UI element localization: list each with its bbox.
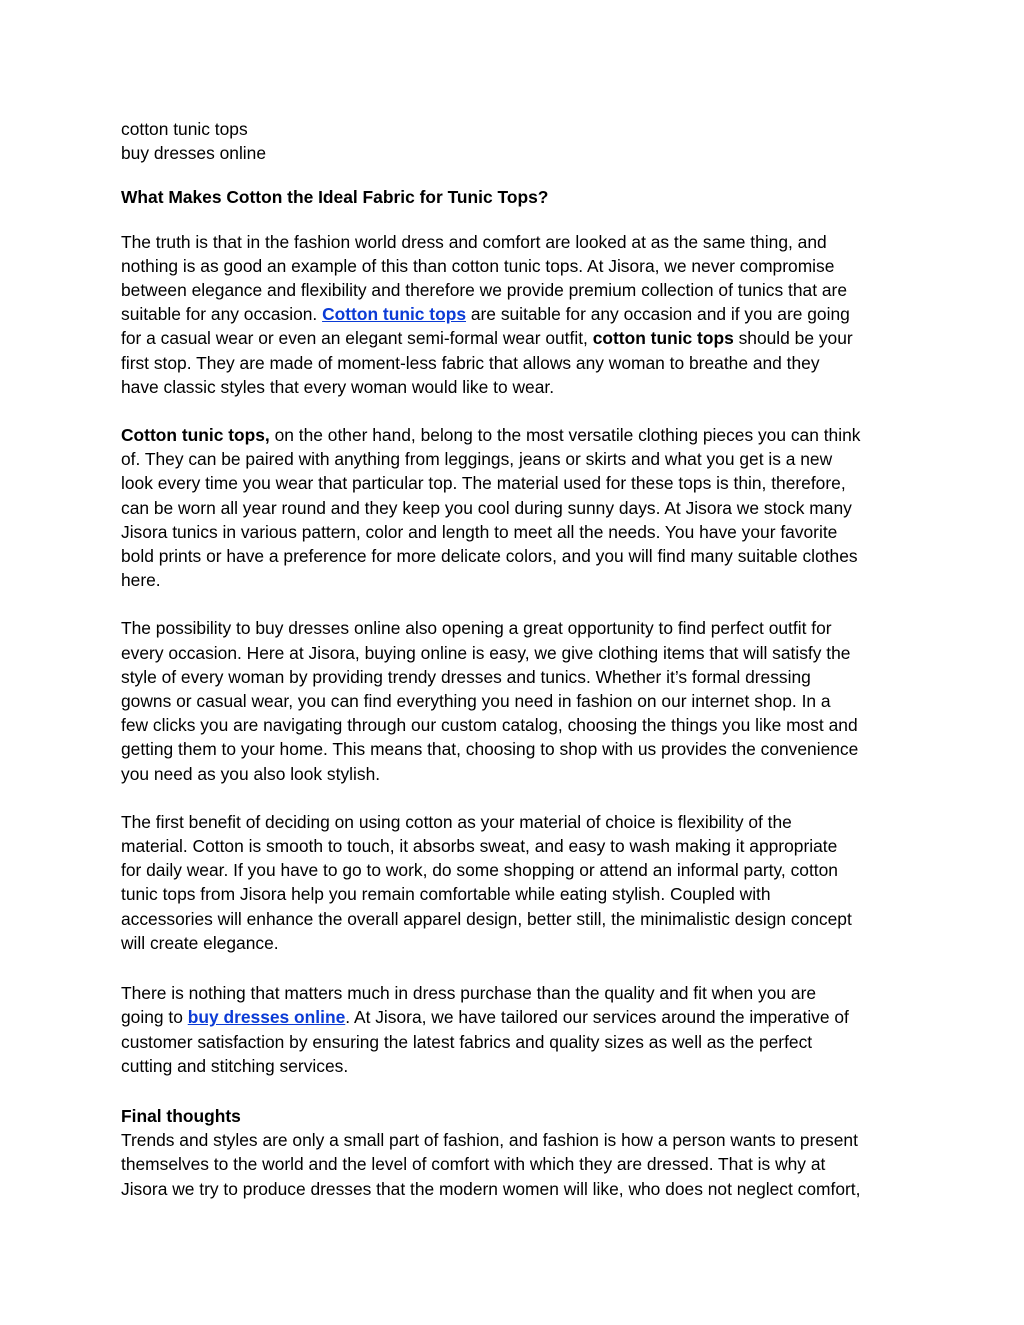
paragraph-5	[121, 981, 911, 1078]
text-line	[121, 1005, 911, 1029]
text-span: . At Jisora, we have tailored our services around the imperative of	[345, 1007, 849, 1028]
text-line: few clicks you are navigating through our custom catalog, choosing the things you like most and	[121, 715, 858, 736]
text-line: tunic tops from Jisora help you remain comfortable while eating stylish. Coupled with	[121, 884, 771, 905]
text-line: Jisora tunics in various pattern, color and length to meet all the needs. You have your favorite	[121, 521, 838, 542]
section-heading: What Makes Cotton the Ideal Fabric for Tunic Tops?	[121, 187, 549, 208]
text-line: customer satisfaction by ensuring the latest fabrics and quality sizes as well as the perfect	[121, 1031, 813, 1052]
final-thoughts-heading: Final thoughts	[121, 1105, 241, 1126]
text-span: should be your	[733, 328, 853, 349]
text-line: bold prints or have a preference for more delicate colors, and you will find many suitable clothes	[121, 546, 858, 567]
text-line: The truth is that in the fashion world dress and comfort are looked at as the same thing, and	[121, 231, 827, 252]
text-line: material. Cotton is smooth to touch, it absorbs sweat, and easy to wash making it appropriate	[121, 836, 838, 857]
text-line: will create elegance.	[121, 932, 279, 953]
text-line: of. They can be paired with anything from leggings, jeans or skirts and what you get is a new	[121, 449, 833, 470]
bold-keyword: cotton tunic tops	[592, 328, 734, 349]
text-line: gowns or casual wear, you can find everything you need in fashion on our internet shop. In a	[121, 691, 831, 712]
text-line	[121, 326, 911, 350]
text-line: There is nothing that matters much in dress purchase than the quality and fit when you are	[121, 983, 817, 1004]
cotton-tunic-tops-link[interactable]: Cotton tunic tops	[322, 304, 467, 325]
paragraph-2	[121, 423, 911, 592]
text-line: can be worn all year round and they keep you cool during sunny days. At Jisora we stock many	[121, 497, 852, 518]
text-line: The first benefit of deciding on using cotton as your material of choice is flexibility of the	[121, 811, 792, 832]
text-line: here.	[121, 570, 161, 591]
buy-dresses-online-link[interactable]: buy dresses online	[187, 1007, 346, 1028]
final-paragraph	[121, 1128, 911, 1201]
text-line: have classic styles that every woman would like to wear.	[121, 376, 555, 397]
text-line: Trends and styles are only a small part of fashion, and fashion is how a person wants to present	[121, 1130, 858, 1151]
text-line: themselves to the world and the level of comfort with which they are dressed. That is why at	[121, 1154, 826, 1175]
text-line: nothing is as good an example of this than cotton tunic tops. At Jisora, we never compromise	[121, 255, 835, 276]
text-line: accessories will enhance the overall apparel design, better still, the minimalistic design concept	[121, 908, 852, 929]
text-line: getting them to your home. This means that, choosing to shop with us provides the convenience	[121, 739, 859, 760]
text-line: every occasion. Here at Jisora, buying online is easy, we give clothing items that will satisfy the	[121, 642, 851, 663]
text-line: between elegance and flexibility and therefore we provide premium collection of tunics that are	[121, 280, 847, 301]
bold-keyword: Cotton tunic tops,	[121, 425, 270, 446]
keyword-cotton-tunic-tops: cotton tunic tops	[121, 119, 248, 139]
text-span: suitable for any occasion.	[121, 304, 323, 325]
text-span: going to	[121, 1007, 188, 1028]
text-line: cutting and stitching services.	[121, 1055, 349, 1076]
text-line	[121, 423, 911, 447]
text-line: style of every woman by providing trendy dresses and tunics. Whether it’s formal dressing	[121, 666, 811, 687]
keyword-buy-dresses-online: buy dresses online	[121, 143, 267, 164]
text-line: Jisora we try to produce dresses that the modern women will like, who does not neglect comfort,	[121, 1178, 861, 1199]
paragraph-1	[121, 230, 911, 399]
text-line	[121, 302, 911, 326]
paragraph-4	[121, 810, 911, 955]
text-line: for daily wear. If you have to go to work, do some shopping or attend an informal party, cotton	[121, 860, 838, 881]
text-span: on the other hand, belong to the most versatile clothing pieces you can think	[269, 425, 861, 446]
text-line: look every time you wear that particular top. The material used for these tops is thin, therefore,	[121, 473, 846, 494]
document-content	[121, 117, 911, 1201]
text-line: you need as you also look stylish.	[121, 763, 381, 784]
text-span: for a casual wear or even an elegant semi-formal wear outfit,	[121, 328, 593, 349]
text-span: are suitable for any occasion and if you are going	[466, 304, 850, 325]
text-line: The possibility to buy dresses online also opening a great opportunity to find perfect outfit for	[121, 618, 832, 639]
text-line: first stop. They are made of moment-less fabric that allows any woman to breathe and they	[121, 352, 820, 373]
paragraph-3	[121, 616, 911, 785]
